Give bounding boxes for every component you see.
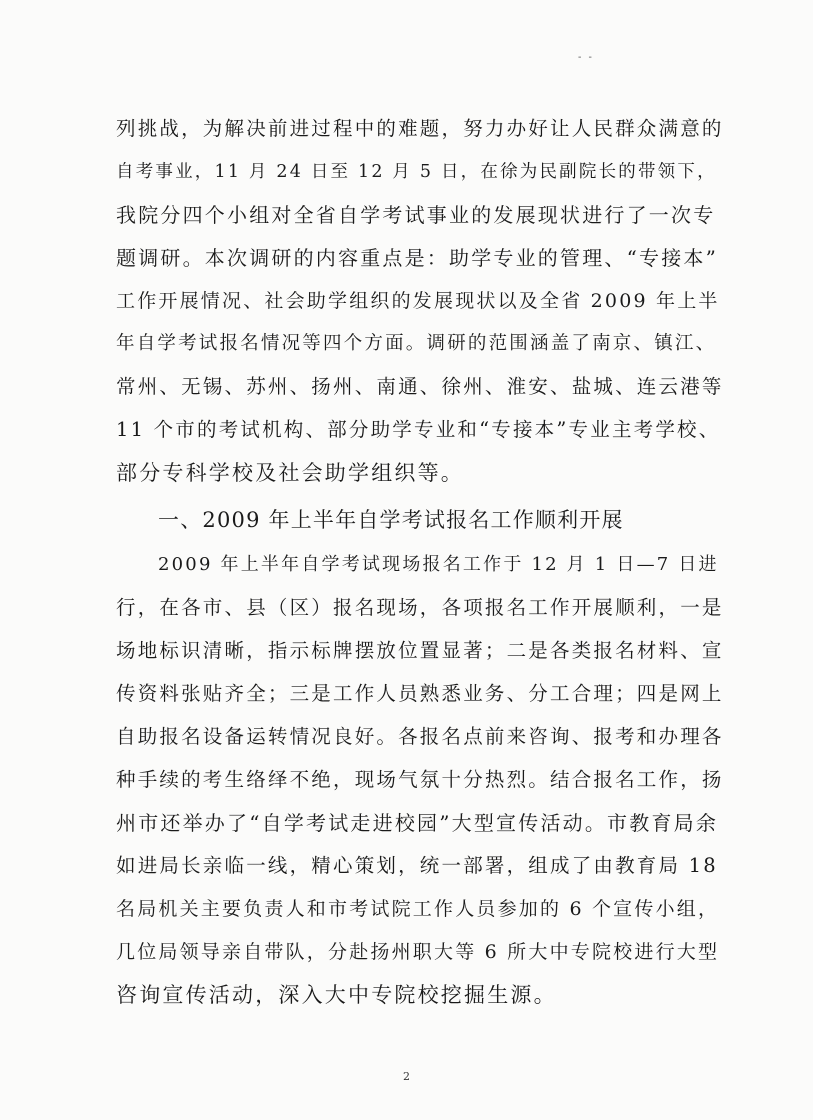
page-number: 2: [403, 1070, 410, 1083]
text-line: 题调研。本次调研的内容重点是：助学专业的管理、“专接本”: [116, 246, 719, 270]
text-line: 自考事业，11 月 24 日至 12 月 5 日，在徐为民副院长的带领下，: [116, 162, 717, 182]
text-line: 自助报名设备运转情况良好。各报名点前来咨询、报考和办理各: [116, 725, 724, 748]
scan-mark: - -: [578, 52, 594, 63]
text-line: 工作开展情况、社会助学组织的发展现状以及全省 2009 年上半: [116, 290, 720, 312]
section-heading: 一、2009 年上半年自学考试报名工作顺利开展: [158, 508, 624, 532]
text-line: 几位局领导亲自带队，分赴扬州职大等 6 所大中专院校进行大型: [116, 941, 720, 963]
text-line: 传资料张贴齐全；三是工作人员熟悉业务、分工合理；四是网上: [116, 682, 724, 705]
text-line: 如进局长亲临一线，精心策划，统一部署，组成了由教育局 18: [116, 854, 718, 877]
text-line: 州市还举办了“自学考试走进校园”大型宣传活动。市教育局余: [116, 811, 719, 835]
text-line: 种手续的考生络绎不绝，现场气氛十分热烈。结合报名工作，扬: [116, 768, 724, 791]
text-line: 11 个市的考试机构、部分助学专业和“专接本”专业主考学校、: [116, 418, 721, 441]
text-line: 部分专科学校及社会助学组织等。: [116, 461, 464, 485]
text-line: 列挑战，为解决前进过程中的难题，努力办好让人民群众满意的: [116, 117, 724, 140]
text-line: 2009 年上半年自学考试现场报名工作于 12 月 1 日—7 日进: [158, 554, 719, 575]
text-line: 年自学考试报名情况等四个方面。调研的范围涵盖了南京、镇江、: [116, 333, 717, 354]
text-line: 我院分四个小组对全省自学考试事业的发展现状进行了一次专: [116, 203, 716, 227]
text-line: 常州、无锡、苏州、扬州、南通、徐州、淮安、盐城、连云港等: [116, 375, 724, 398]
text-line: 咨询宣传活动，深入大中专院校挖掘生源。: [116, 983, 557, 1007]
text-line: 行，在各市、县（区）报名现场，各项报名工作开展顺利，一是: [116, 596, 724, 619]
text-line: 场地标识清晰，指示标牌摆放位置显著；二是各类报名材料、宣: [116, 639, 724, 662]
text-line: 名局机关主要负责人和市考试院工作人员参加的 6 个宣传小组，: [116, 898, 720, 920]
